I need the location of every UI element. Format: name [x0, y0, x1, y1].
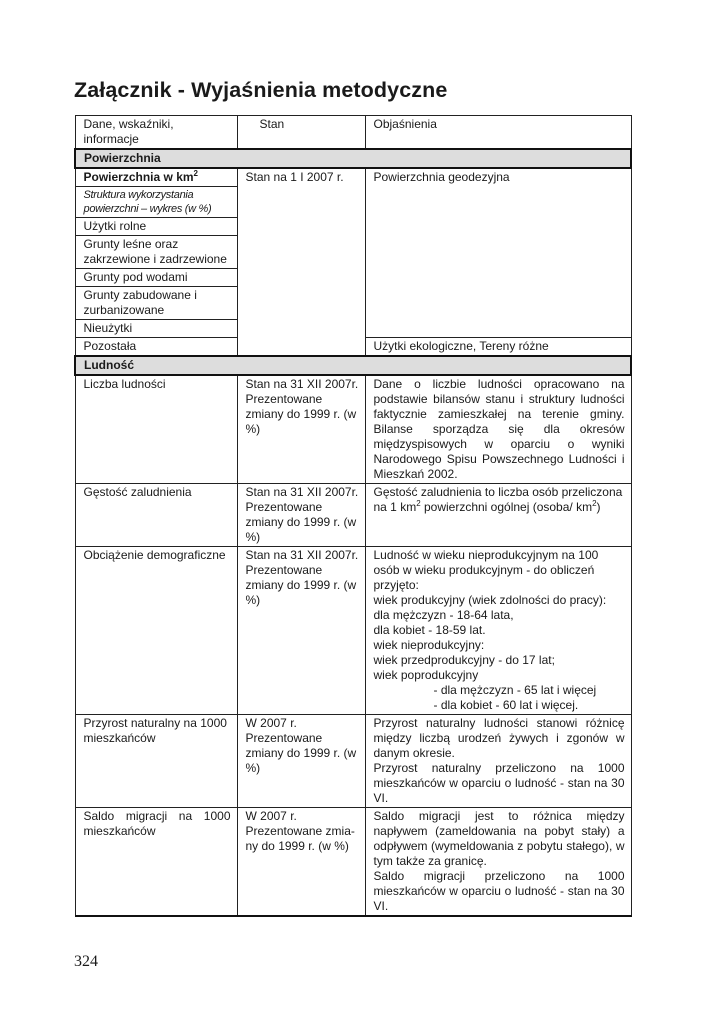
objasnienie-pozostala: Użytki ekologiczne, Tereny różne	[365, 338, 631, 357]
row-label-liczba-ludnosci: Liczba ludności	[75, 375, 237, 484]
section-row-powierzchnia	[75, 149, 631, 168]
objasnienie-powierzchnia: Powierzchnia geodezyjna	[365, 168, 631, 338]
header-col-objasnienia: Objaśnienia	[365, 116, 631, 150]
stan-saldo: W 2007 r. Prezentowane zmia-ny do 1999 r. (w %)	[237, 808, 365, 917]
obciazenie-line: wiek poprodukcyjny	[373, 668, 479, 682]
row-label-przyrost: Przyrost naturalny na 1000 mieszkańców	[75, 715, 237, 808]
table-row	[75, 808, 631, 917]
stan-obciazenie: Stan na 31 XII 2007r. Prezentowane zmiany do 1999 r. (w %)	[237, 547, 365, 715]
header-col-stan: Stan	[237, 116, 365, 150]
stan-powierzchnia: Stan na 1 I 2007 r.	[237, 168, 365, 356]
obciazenie-line: dla kobiet - 18-59 lat.	[373, 623, 486, 637]
row-label-saldo: Saldo migracji na 1000 mieszkańców	[75, 808, 237, 917]
table-row	[75, 375, 631, 484]
row-label-pozostala: Pozostała	[75, 338, 237, 357]
row-label-obciazenie: Obciążenie demograficzne	[75, 547, 237, 715]
objasnienie-gestosc: Gęstość zaludnienia to liczba osób przeliczona na 1 $km^2$ powierzchni ogólnej (osoba/ $km^2$)	[365, 484, 631, 547]
obciazenie-line: - dla mężczyzn - 65 lat i więcej	[433, 683, 597, 697]
table-row	[75, 547, 631, 715]
methodology-table	[74, 115, 632, 917]
objasnienie-obciazenie	[365, 547, 631, 715]
header-col-data: Dane, wskaźniki, informacje	[75, 116, 237, 150]
objasnienie-liczba-ludnosci: Dane o liczbie ludności opracowano na podstawie bilansów stanu i struktury ludności faktycznie zamieszkałej na terenie gminy. Bilanse sporządza się dla okresów międzyspisowych w oparciu o wyniki Narodowego Spisu Powszechnego Ludności i Mieszkań 2002.	[365, 375, 631, 484]
section-title-ludnosc: Ludność	[75, 356, 631, 375]
stan-przyrost: W 2007 r. Prezentowane zmiany do 1999 r. (w %)	[237, 715, 365, 808]
row-label-grunty-lesne: Grunty leśne oraz zakrzewione i zadrzewione	[75, 236, 237, 269]
obciazenie-line: wiek nieprodukcyjny:	[373, 638, 485, 652]
obciazenie-intro: Ludność w wieku nieprodukcyjnym na 100 osób w wieku produkcyjnym - do obliczeń przyjęto:	[373, 548, 599, 592]
objasnienie-saldo: Saldo migracji jest to różnica między napływem (zameldowania na pobyt stały) a odpływem (wymeldowania z pobytu stałego), w tym także za granicę. Saldo migracji przeliczono na 1000 mieszkańców w oparciu o ludność - stan na 30 VI.	[365, 808, 631, 917]
table-row	[75, 715, 631, 808]
obciazenie-line: wiek przedprodukcyjny - do 17 lat;	[373, 653, 555, 667]
table-row	[75, 484, 631, 547]
row-label-gestosc: Gęstość zaludnienia	[75, 484, 237, 547]
section-title-powierzchnia: Powierzchnia	[75, 149, 631, 168]
row-label-uzytki-rolne: Użytki rolne	[75, 218, 237, 236]
objasnienie-przyrost: Przyrost naturalny ludności stanowi różnicę między liczbą urodzeń żywych i zgonów w danym okresie. Przyrost naturalny przeliczono na 1000 mieszkańców w oparciu o ludność - stan na 30 VI.	[365, 715, 631, 808]
row-label-powierzchnia-km: Powierzchnia w $km^2$	[75, 168, 237, 187]
row-label-grunty-pod-wodami: Grunty pod wodami	[75, 269, 237, 287]
section-row-ludnosc	[75, 356, 631, 375]
table-row	[75, 168, 631, 187]
row-label-grunty-zabudowane: Grunty zabudowane i zurbanizowane	[75, 287, 237, 320]
stan-liczba-ludnosci: Stan na 31 XII 2007r. Prezentowane zmiany do 1999 r. (w %)	[237, 375, 365, 484]
obciazenie-line: wiek produkcyjny (wiek zdolności do pracy):	[373, 593, 607, 607]
obciazenie-line: dla mężczyzn - 18-64 lata,	[373, 608, 514, 622]
table-header-row	[75, 116, 631, 150]
page-title: Załącznik - Wyjaśnienia metodyczne	[74, 78, 448, 102]
page-number: 324	[74, 953, 98, 970]
row-label-nieuzytki: Nieużytki	[75, 320, 237, 338]
stan-gestosc: Stan na 31 XII 2007r. Prezentowane zmiany do 1999 r. (w %)	[237, 484, 365, 547]
row-label-struktura: Struktura wykorzystania powierzchni – wykres (w %)	[75, 187, 237, 218]
obciazenie-line: - dla kobiet - 60 lat i więcej.	[433, 698, 579, 712]
